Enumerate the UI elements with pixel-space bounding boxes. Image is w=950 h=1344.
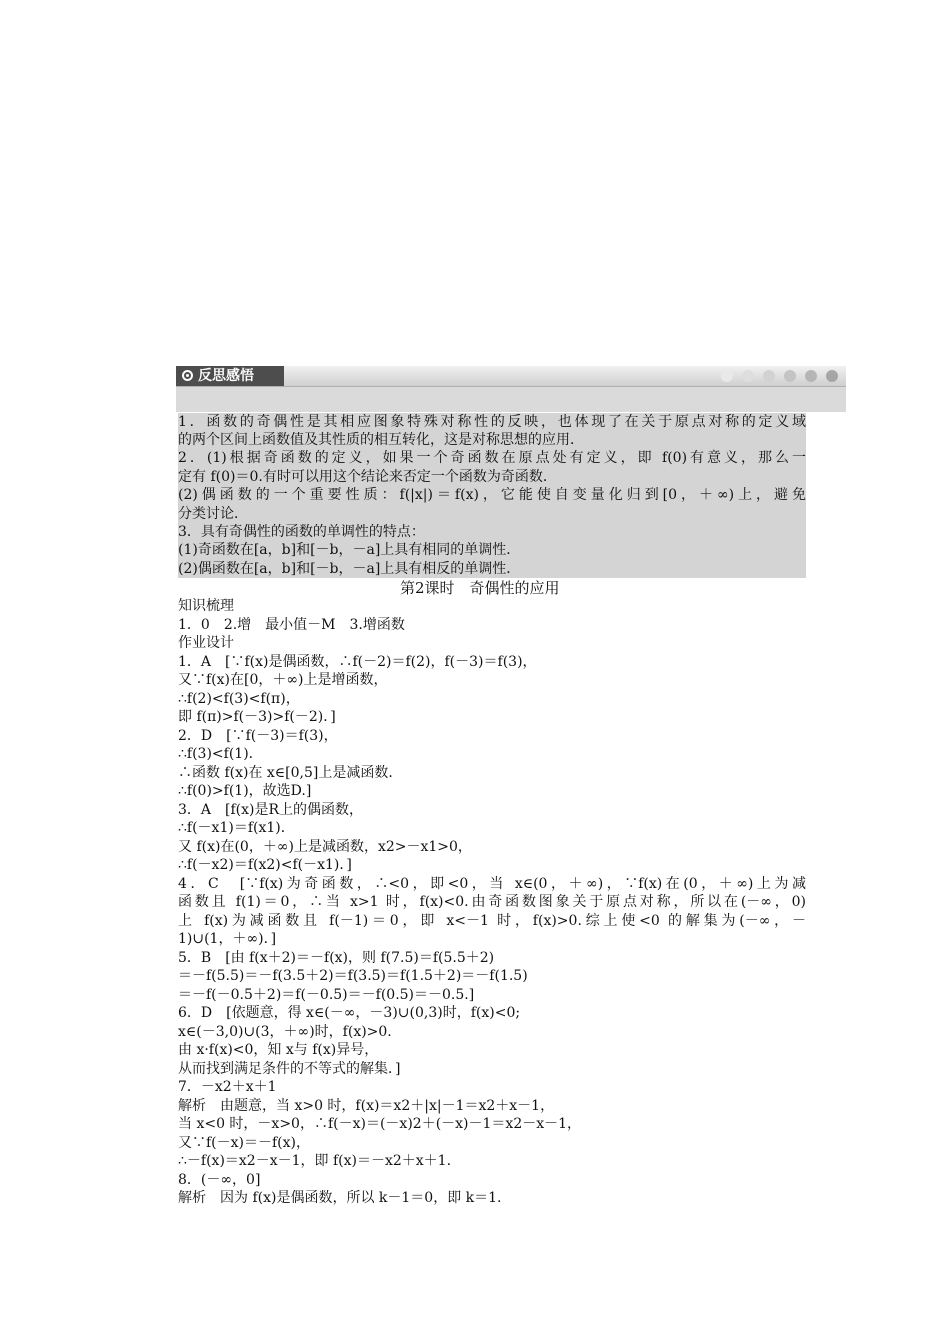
answer-line: ∴f(3)<f(1)． <box>178 746 263 762</box>
dot-icon <box>784 370 796 382</box>
answer-line: 4．C [∵f(x)为奇函数，∴<0，即<0，当 x∈(0，＋∞)，∵f(x)在(0，＋∞)上为减 <box>178 876 806 892</box>
answer-line: ＝－f(5.5)＝－f(3.5＋2)＝f(3.5)＝f(1.5＋2)＝－f(1.5) <box>178 968 528 984</box>
answer-line: 从而找到满足条件的不等式的解集．] <box>178 1061 401 1077</box>
dot-icon <box>721 370 733 382</box>
answer-line: 8．(－∞，0] <box>178 1172 261 1188</box>
summary-line: 的两个区间上函数值及其性质的相互转化，这是对称思想的应用． <box>178 432 584 448</box>
answer-line: 由 x·f(x)<0，知 x与 f(x)异号， <box>178 1042 379 1058</box>
answer-line: ∴f(－x2)＝f(x2)<f(－x1)．] <box>178 857 352 873</box>
section-header <box>176 366 846 387</box>
dot-icon <box>742 370 754 382</box>
answer-line: 1)∪(1，＋∞)．] <box>178 931 277 947</box>
lesson-title: 第2课时 奇偶性的应用 <box>400 579 560 597</box>
answer-line: 7．－x2＋x＋1 <box>178 1079 277 1095</box>
answer-line: ∴函数 f(x)在 x∈[0,5]上是减函数． <box>178 765 403 781</box>
summary-line: 定有 f(0)＝0.有时可以用这个结论来否定一个函数为奇函数． <box>178 469 557 485</box>
answer-line: 函数且 f(1)＝0，∴当 x>1 时，f(x)<0.由奇函数图象关于原点对称，所以在(－∞，0) <box>178 894 806 910</box>
answer-line: 又∵f(x)在[0，＋∞)上是增函数， <box>178 672 388 688</box>
summary-line: 分类讨论． <box>178 506 248 522</box>
dot-icon <box>826 370 838 382</box>
summary-line: (1)奇函数在[a，b]和[－b，－a]上具有相同的单调性． <box>178 542 521 558</box>
answer-line: 1．0 2.增 最小值－M 3.增函数 <box>178 617 405 633</box>
answer-line: 即 f(π)>f(－3)>f(－2)．] <box>178 709 336 725</box>
heading: 作业设计 <box>178 635 234 651</box>
dot-icon <box>763 370 775 382</box>
answer-line: 2．D [∵f(－3)＝f(3)， <box>178 728 338 744</box>
section-header-tab <box>176 366 284 386</box>
answer-line: ∴f(－x1)＝f(x1)． <box>178 820 295 836</box>
answer-line: x∈(－3,0)∪(3，＋∞)时，f(x)>0. <box>178 1024 392 1040</box>
summary-line: 3．具有奇偶性的函数的单调性的特点： <box>178 524 425 540</box>
answer-line: 解析 因为 f(x)是偶函数，所以 k－1＝0，即 k＝1. <box>178 1190 502 1206</box>
dot-icon <box>805 370 817 382</box>
summary-line: 2．(1)根据奇函数的定义，如果一个奇函数在原点处有定义，即 f(0)有意义，那么一 <box>178 450 806 466</box>
section-header-underlay <box>176 387 846 412</box>
answer-line: 6．D [依题意，得 x∈(－∞，－3)∪(0,3)时，f(x)<0; <box>178 1005 521 1021</box>
answer-line: ∴f(2)<f(3)<f(π)， <box>178 691 300 707</box>
header-dots <box>721 370 838 382</box>
answer-line: 1．A [∵f(x)是偶函数，∴f(－2)＝f(2)，f(－3)＝f(3)， <box>178 654 537 670</box>
summary-line: 1．函数的奇偶性是其相应图象特殊对称性的反映，也体现了在关于原点对称的定义域 <box>178 414 806 430</box>
answer-line: ∴－f(x)＝x2－x－1，即 f(x)＝－x2＋x＋1. <box>178 1153 452 1169</box>
answer-line: ∴f(0)>f(1)，故选D.] <box>178 783 312 799</box>
answer-line: 5．B [由 f(x＋2)＝－f(x)，则 f(7.5)＝f(5.5＋2) <box>178 950 495 966</box>
section-header-title: 反思感悟 <box>198 368 254 384</box>
answer-line: 解析 由题意，当 x>0 时，f(x)＝x2＋|x|－1＝x2＋x－1， <box>178 1098 555 1114</box>
answer-line: 3．A [f(x)是R上的偶函数， <box>178 802 364 818</box>
answer-line: 当 x<0 时，－x>0，∴f(－x)＝(－x)2＋(－x)－1＝x2－x－1， <box>178 1116 582 1132</box>
answer-line: 又 f(x)在(0，＋∞)上是减函数，x2>－x1>0， <box>178 839 472 855</box>
summary-line: (2)偶函数的一个重要性质：f(|x|)＝f(x)，它能使自变量化归到[0，＋∞)上，避免 <box>178 487 806 503</box>
circle-bullet-icon <box>182 370 193 381</box>
answer-line: 又∵f(－x)＝－f(x)， <box>178 1135 311 1151</box>
answer-line: ＝－f(－0.5＋2)＝f(－0.5)＝－f(0.5)＝－0.5.] <box>178 987 475 1003</box>
heading: 知识梳理 <box>178 598 234 614</box>
answer-line: 上 f(x)为减函数且 f(－1)＝0，即 x<－1 时，f(x)>0.综上使<0 的解集为(－∞，－ <box>178 913 806 929</box>
summary-line: (2)偶函数在[a，b]和[－b，－a]上具有相反的单调性． <box>178 561 521 577</box>
